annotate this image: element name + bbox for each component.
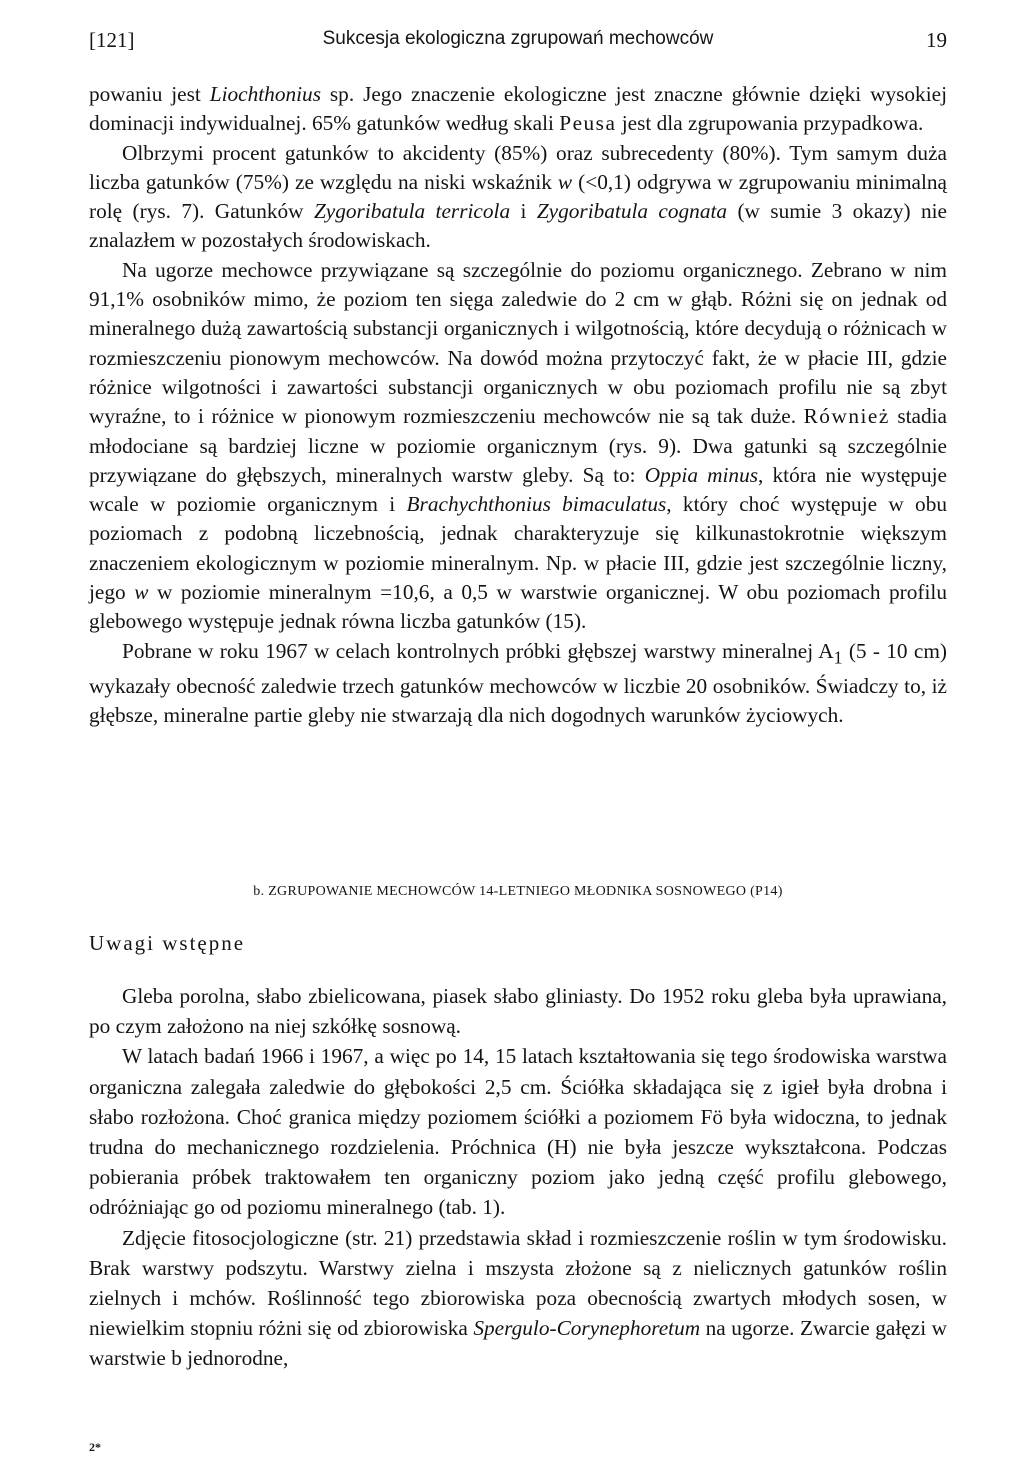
text-run: , który choć występuje w obu poziomach z podobną liczebnością, jednak charakteryzuje się kilkunastokrotnie większym znaczeniem ekologicznym w poziomie mineralnym. Np. w płacie III, gdzie jest szczególnie liczny, jego — [89, 492, 947, 605]
paragraph — [89, 637, 947, 731]
index-symbol: w — [557, 169, 573, 194]
subscript: 1 — [833, 646, 843, 667]
subheading: Uwagi wstępne — [89, 931, 246, 955]
species-name: Oppia minus — [644, 462, 759, 487]
text-run: Zdjęcie fitosocjologiczne (str. 21) przedstawia skład i rozmieszczenie roślin w tym środowisku. Brak warstwy podszytu. Warstwy zielna i mszysta złożone są z nielicznych gatunków roślin zielnych i mchów. Roślinność tego zbiorowiska poza obecnością zwartych młodych sosen, w niewielkim stopniu różni się od zbiorowiska — [89, 1225, 947, 1341]
body-text-lower — [89, 981, 947, 1374]
text-run: w poziomie mineralnym =10,6, a 0,5 w warstwie organicznej. W obu poziomach profilu glebowego występuje jednak równa liczba gatunków (15). — [89, 580, 947, 634]
running-title: Sukcesja ekologiczna zgrupowań mechowców — [322, 28, 714, 49]
paragraph — [89, 256, 947, 637]
text-run: (w sumie 3 okazy) nie znalazłem w pozostałych środowiskach. — [89, 199, 947, 253]
text-run: jest dla zgrupowania przypadkowa. — [616, 111, 924, 136]
text-run: (<0,1) odgrywa w zgrupowaniu minimalną rolę (rys. 7). Gatunków — [89, 169, 948, 224]
text-run: Pobrane w roku 1967 w celach kontrolnych próbki głębszej warstwy mineralnej A — [122, 638, 834, 663]
species-name: Brachychthonius bimaculatus — [406, 492, 667, 517]
species-name: Zygoribatula cognata — [536, 199, 728, 224]
page-number: 19 — [926, 28, 947, 52]
author-name: Peusa — [559, 111, 617, 136]
text-run: na ugorze. Zwarcie gałęzi w warstwie b jednorodne, — [89, 1316, 947, 1371]
page-reference: [121] — [89, 28, 135, 52]
association-name: Spergulo-Corynephoretum — [473, 1316, 701, 1341]
text-run: Olbrzymi procent gatunków to akcidenty (85%) oraz subrecedenty (80%). Tym samym duża liczba gatunków (75%) ze względu na niski wskaźnik — [89, 140, 947, 194]
text-run: , która nie występuje wcale w poziomie organicznym i — [89, 462, 947, 517]
section-heading: b. ZGRUPOWANIE MECHOWCÓW 14-LETNIEGO MŁODNIKA SOSNOWEGO (P14) — [253, 884, 783, 899]
spaced-word: Również — [803, 404, 890, 429]
index-symbol: w — [134, 580, 149, 605]
paragraph — [89, 1223, 947, 1374]
paragraph: Gleba porolna, słabo zbielicowana, piasek słabo gliniasty. Do 1952 roku gleba była uprawiana, po czym założono na niej szkółkę sosnową. — [89, 984, 947, 1039]
signature-mark: 2* — [89, 1440, 101, 1454]
text-run: Na ugorze mechowce przywiązane są szczególnie do poziomu organicznego. Zebrano w nim 91,1% osobników mimo, że poziom ten sięga zaledwie do 2 cm w głąb. Różni się on jednak od mineralnego dużą zawartością substancji organicznych i wilgotnością, które decydują o różnicach w rozmieszczeniu pionowym mechowców. Na dowód można przytoczyć fakt, że w płacie III, gdzie różnice wilgotności i zawartości substancji organicznych w obu poziomach profilu nie są zbyt wyraźne, to i różnice w pionowym rozmieszczeniu mechowców nie są tak duże. — [89, 257, 947, 429]
species-name: Liochthonius — [209, 82, 321, 106]
paragraph — [89, 139, 947, 256]
text-run: i — [510, 199, 537, 224]
species-name: Zygoribatula terricola — [313, 199, 511, 224]
text-run: stadia młodociane są bardziej liczne w poziomie organicznym (rys. 9). Dwa gatunki są szczególnie przywiązane do głębszych, mineralnych warstw gleby. Są to: — [89, 404, 947, 487]
paragraph: W latach badań 1966 i 1967, a więc po 14, 15 latach kształtowania się tego środowiska warstwa organiczna zalegała zaledwie do głębokości 2,5 cm. Ściółka składająca się z igieł była drobna i słabo rozłożona. Choć granica między poziomem ściółki a poziomem Fö była widoczna, to jednak trudna do mechanicznego rozdzielenia. Próchnica (H) nie była jeszcze wykształcona. Podczas pobierania próbek traktowałem ten organiczny poziom jako jedną część profilu glebowego, odróżniając go od poziomu mineralnego (tab. 1). — [89, 1044, 947, 1220]
paragraph — [89, 80, 947, 139]
running-header — [89, 22, 947, 54]
text-run: sp. Jego znaczenie ekologiczne jest znaczne głównie dzięki wysokiej dominacji indywidualnej. 65% gatunków według skali — [89, 82, 947, 136]
text-run: powaniu jest — [89, 82, 210, 106]
text-run: (5 - 10 cm) wykazały obecność zaledwie trzech gatunków mechowców w liczbie 20 osobników. Świadczy to, iż głębsze, mineralne partie gleby nie stwarzają dla nich dogodnych warunków życiowych. — [89, 638, 947, 728]
body-text-upper — [89, 80, 947, 731]
